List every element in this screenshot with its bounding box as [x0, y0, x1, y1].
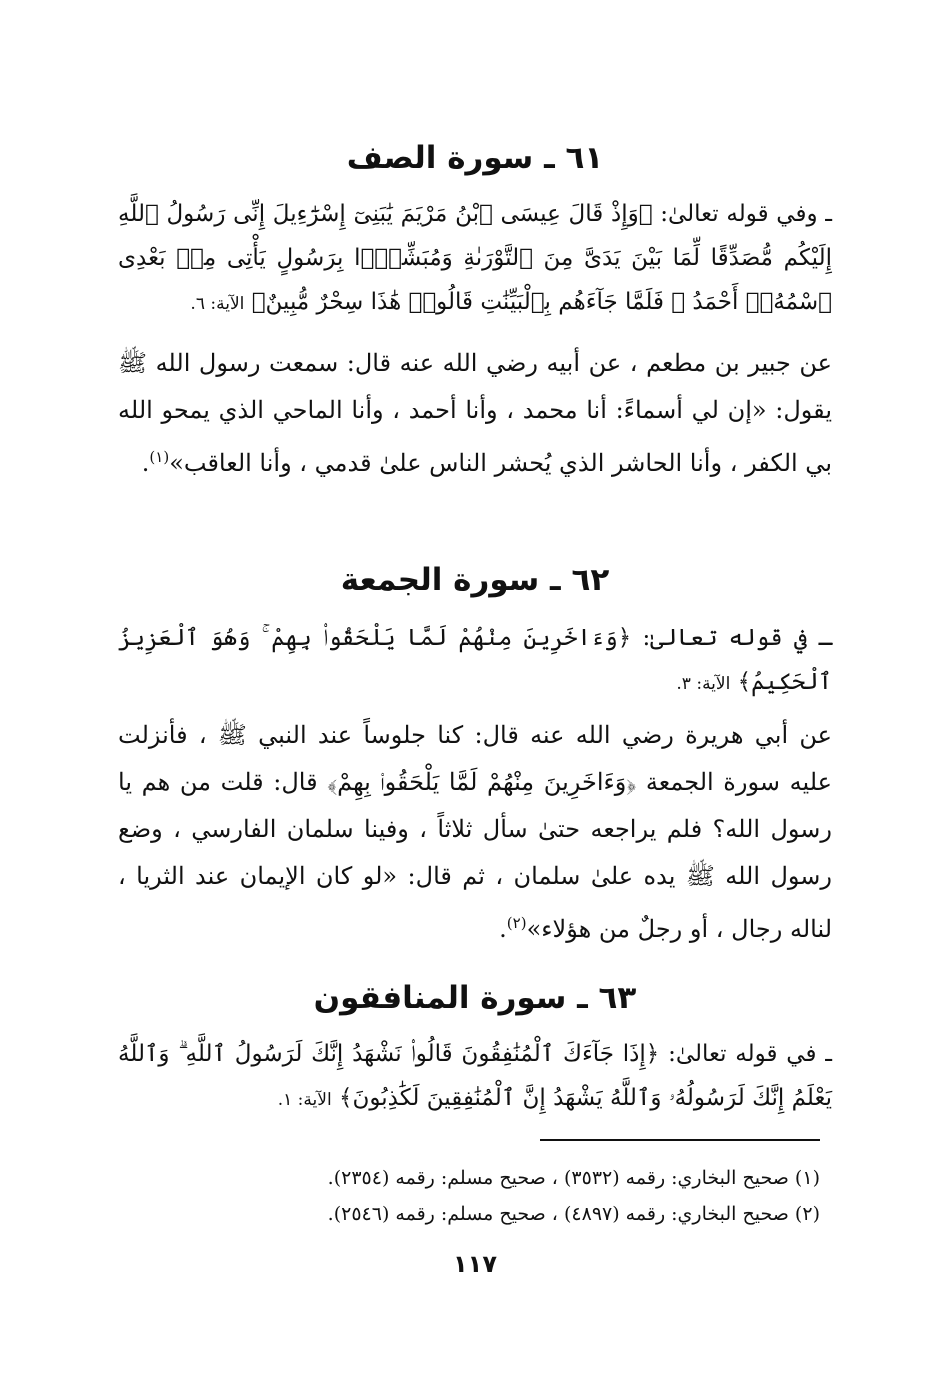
quran-verse: ﴿إِذَا جَآءَكَ ٱلْمُنَٰفِقُونَ قَالُوا۟ نَشْهَدُ إِنَّكَ لَرَسُولُ ٱللَّهِ ۗ وَٱللَّهُ يَعْلَمُ إِنَّكَ لَرَسُولُهُۥ وَٱللَّهُ يَشْهَدُ إِنَّ ٱلْمُنَٰفِقِينَ لَكَٰذِبُونَ﴾: [118, 1041, 832, 1111]
paragraph-end: .: [141, 449, 150, 477]
hadith-paragraph-61: [118, 340, 832, 530]
verse-block-61: [118, 192, 832, 324]
footnote-divider: [540, 1139, 820, 1141]
verse-block-63: [118, 1032, 832, 1122]
quran-verse: ﴿وَإِذْ قَالَ عِيسَى ٱبْنُ مَرْيَمَ يَٰبَنِىٓ إِسْرَٰٓءِيلَ إِنِّى رَسُولُ ٱللَّهِ إِلَيْكُم مُّصَدِّقًا لِّمَا بَيْنَ يَدَىَّ مِنَ ٱلتَّوْرَىٰةِ وَمُبَشِّرًۢا بِرَسُولٍ يَأْتِى مِنۢ بَعْدِى ٱسْمُهُۥٓ أَحْمَدُ ۖ فَلَمَّا جَآءَهُم بِٱلْبَيِّنَٰتِ قَالُوا۟ هَٰذَا سِحْرٌ مُّبِينٌ﴾: [118, 201, 832, 315]
section-heading-61: ٦١ ـ سورة الصف: [346, 140, 604, 176]
footnote-marker: (٢): [506, 914, 527, 932]
page-number: ١١٧: [453, 1250, 497, 1278]
paragraph-end: .: [499, 915, 507, 943]
verse-intro: ـ وفي قوله تعالىٰ:: [660, 201, 833, 227]
hadith-paragraph-62: [118, 712, 832, 952]
verse-intro: ـ في قوله تعالىٰ:: [642, 625, 832, 651]
verse-intro: ـ في قوله تعالىٰ:: [668, 1041, 833, 1067]
footnote-marker: (١): [149, 448, 170, 466]
ayah-reference: الآية: ١.: [277, 1090, 332, 1110]
ayah-reference: الآية: ٣.: [676, 674, 731, 694]
hadith-text: عن أبي هريرة رضي الله عنه قال: كنا جلوساً عند النبي ﷺ ، فأنزلت عليه سورة الجمعة ﴿وَءَاخَرِينَ مِنْهُمْ لَمَّا يَلْحَقُوا۟ بِهِمْ﴾ قال: قلت من هم يا رسول الله؟ فلم يراجعه حتىٰ سأل ثلاثاً ، وفينا سلمان الفارسي ، وضع رسول الله ﷺ يده علىٰ سلمان ، ثم قال: «لو كان الإيمان عند الثريا ، لناله رجال ، أو رجلٌ من هؤلاء»: [118, 721, 832, 943]
hadith-text: عن جبير بن مطعم ، عن أبيه رضي الله عنه قال: سمعت رسول الله ﷺ يقول: «إن لي أسماءً: أنا محمد ، وأنا أحمد ، وأنا الماحي الذي يمحو الله بي الكفر ، وأنا الحاشر الذي يُحشر الناس علىٰ قدمي ، وأنا العاقب»: [118, 349, 832, 477]
verse-block-62: [118, 616, 832, 696]
footnote-1: (١) صحيح البخاري: رقمه (٣٥٣٢) ، صحيح مسلم: رقمه (٢٣٥٤).: [327, 1167, 820, 1189]
section-heading-63: ٦٣ ـ سورة المنافقون: [313, 980, 637, 1016]
ayah-reference: الآية: ٦.: [190, 294, 245, 314]
footnote-2: (٢) صحيح البخاري: رقمه (٤٨٩٧) ، صحيح مسلم: رقمه (٢٥٤٦).: [327, 1203, 820, 1225]
quran-verse: ﴿وَءَاخَرِينَ مِنْهُمْ لَمَّا يَلْحَقُوا۟ بِهِمْ ۚ وَهُوَ ٱلْعَزِيزُ ٱلْحَكِيمُ﴾: [118, 625, 832, 695]
section-heading-62: ٦٢ ـ سورة الجمعة: [340, 562, 610, 598]
